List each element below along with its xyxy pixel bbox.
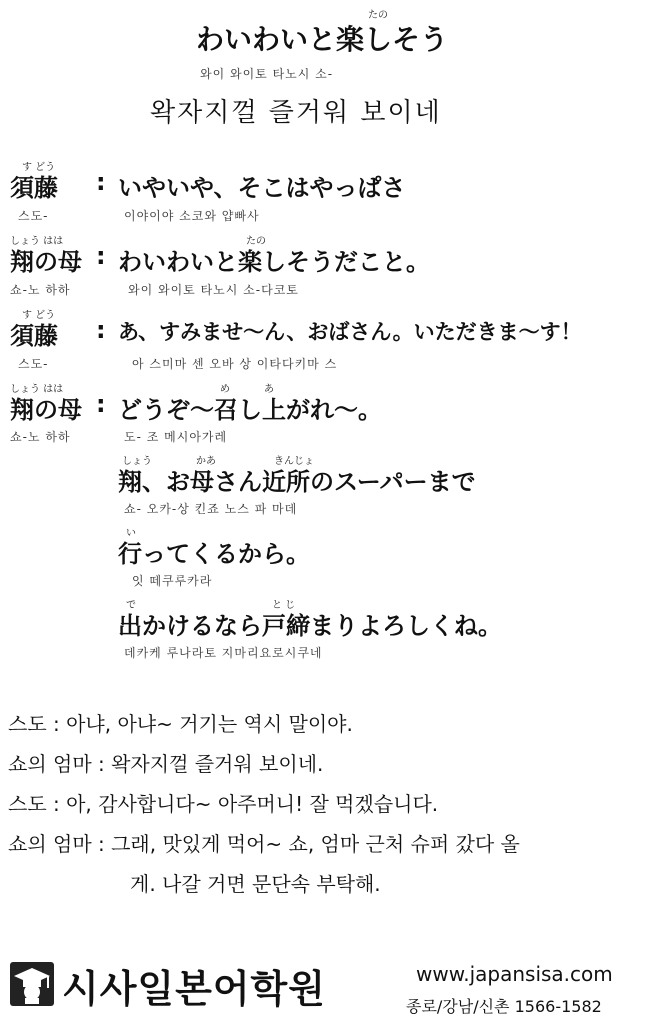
title-ruby: たの <box>368 10 388 21</box>
title-jp-before: わいわいと <box>196 23 337 56</box>
translation-text: 아냐, 아냐~ 거기는 역시 말이야. <box>66 712 353 736</box>
branch-phone: 종로/강남/신촌 1566-1582 <box>406 997 602 1016</box>
line-text-part: がれ～。 <box>286 396 382 424</box>
translation-speaker: 스도 <box>8 792 47 816</box>
title-jp-kanji: 楽 <box>336 23 365 56</box>
speaker-ruby: しょう はは <box>10 384 64 395</box>
line-pronunciation: 쇼- 오카-상 킨죠 노스 파 마데 <box>124 502 298 516</box>
dialogue-line <box>118 606 502 641</box>
line-text-part: のスーパーまで <box>310 468 476 496</box>
dialogue-line: いやいや、そこはやっぱさ <box>118 174 406 202</box>
dialogue-line: あ、すみませ～ん、おばさん。いただきま～す！ <box>118 320 582 344</box>
title-pronunciation: 와이 와이토 타노시 소- <box>200 67 334 81</box>
translation-text: 그래, 맛있게 먹어~ 쇼, 엄마 근처 슈퍼 갔다 올 <box>111 832 520 856</box>
line-text-part: わいわいと <box>118 248 238 276</box>
line-pronunciation: 이야이야 소코와 얍빠사 <box>124 209 260 223</box>
line-ruby: きんじょ <box>274 456 314 467</box>
line-text-part: さん <box>214 468 262 496</box>
translation-speaker: 스도 <box>8 712 47 736</box>
speaker-ruby: す どう <box>22 310 56 321</box>
colon: : <box>96 390 106 418</box>
translation-speaker: 쇼의 엄마 <box>8 752 92 776</box>
line-pronunciation: 아 스미마 센 오바 상 이타다키마 스 <box>132 357 338 371</box>
line-pronunciation: 도- 조 메시아가레 <box>124 430 228 444</box>
speaker-pronunciation: 스도- <box>18 209 49 223</box>
translation-text: 게. 나갈 거면 문단속 부탁해. <box>130 872 381 896</box>
dialogue-line <box>118 534 310 569</box>
speaker-ruby: しょう はは <box>10 236 64 247</box>
speaker-pronunciation: 쇼-노 하하 <box>10 430 71 444</box>
line-kanji: 上 <box>262 396 286 424</box>
translation-line <box>130 868 381 897</box>
translation-line: 스도 : 아냐, 아냐~ 거기는 역시 말이야. <box>8 712 353 736</box>
speaker-sho-mother: 翔の母 <box>10 396 82 424</box>
line-text-part: かけるなら <box>142 612 262 640</box>
speaker-sudo: 須藤 <box>10 174 58 202</box>
website-link[interactable]: www.japansisa.com <box>416 962 613 986</box>
line-pronunciation: 와이 와이토 타노시 소-다코토 <box>128 283 299 297</box>
line-ruby: しょう <box>122 456 152 467</box>
colon: : <box>96 242 106 270</box>
speaker-pronunciation: 스도- <box>18 357 49 371</box>
line-ruby: たの <box>246 236 266 247</box>
speaker-sudo: 須藤 <box>10 322 58 350</box>
line-ruby: かあ <box>196 456 216 467</box>
line-kanji: 戸締 <box>262 612 310 640</box>
graduate-cap-logo-icon <box>10 962 54 1006</box>
line-ruby: で <box>126 600 136 611</box>
line-text-part: どうぞ～ <box>118 396 214 424</box>
translation-line: 스도 : 아, 감사합니다~ 아주머니! 잘 먹겠습니다. <box>8 792 439 816</box>
line-pronunciation: 잇 떼쿠루카라 <box>132 574 213 588</box>
line-text-part: しそうだこと。 <box>262 248 430 276</box>
translation-speaker: 쇼의 엄마 <box>8 832 92 856</box>
line-kanji: 出 <box>118 612 142 640</box>
line-pronunciation: 데카케 루나라토 지마리요로시쿠네 <box>124 646 323 660</box>
line-text-part: ってくるから。 <box>142 540 310 568</box>
line-text-part: まりよろしくね。 <box>310 612 502 640</box>
line-kanji: 母 <box>190 468 214 496</box>
line-ruby: い <box>126 528 136 539</box>
line-kanji: 召 <box>214 396 238 424</box>
dialogue-line <box>118 390 382 425</box>
line-ruby: と じ <box>272 600 296 611</box>
dialogue-line <box>118 462 476 497</box>
speaker-ruby: す どう <box>22 162 56 173</box>
translation-text: 왁자지껄 즐거워 보이네. <box>111 752 324 776</box>
line-ruby: あ <box>264 384 274 395</box>
colon: : <box>96 316 106 344</box>
logo <box>10 962 54 1010</box>
line-ruby: め <box>220 384 230 395</box>
translation-text: 아, 감사합니다~ 아주머니! 잘 먹겠습니다. <box>66 792 439 816</box>
page-title <box>196 18 448 58</box>
line-kanji: 近所 <box>262 468 310 496</box>
dialogue-line <box>118 242 430 277</box>
brand-name: 시사일본어학원 <box>62 967 326 1011</box>
colon: : <box>96 168 106 196</box>
speaker-sho-mother: 翔の母 <box>10 248 82 276</box>
translation-line: 쇼의 엄마 : 왁자지껄 즐거워 보이네. <box>8 752 324 776</box>
title-korean: 왁자지껄 즐거워 보이네 <box>150 98 442 128</box>
title-jp-after: しそう <box>364 23 449 56</box>
translation-line: 쇼의 엄마 : 그래, 맛있게 먹어~ 쇼, 엄마 근처 슈퍼 갔다 올 <box>8 832 520 856</box>
line-text-part: し <box>238 396 262 424</box>
line-text-part: 翔、お <box>118 468 190 496</box>
speaker-pronunciation: 쇼-노 하하 <box>10 283 71 297</box>
line-kanji: 行 <box>118 540 142 568</box>
line-kanji: 楽 <box>238 248 262 276</box>
